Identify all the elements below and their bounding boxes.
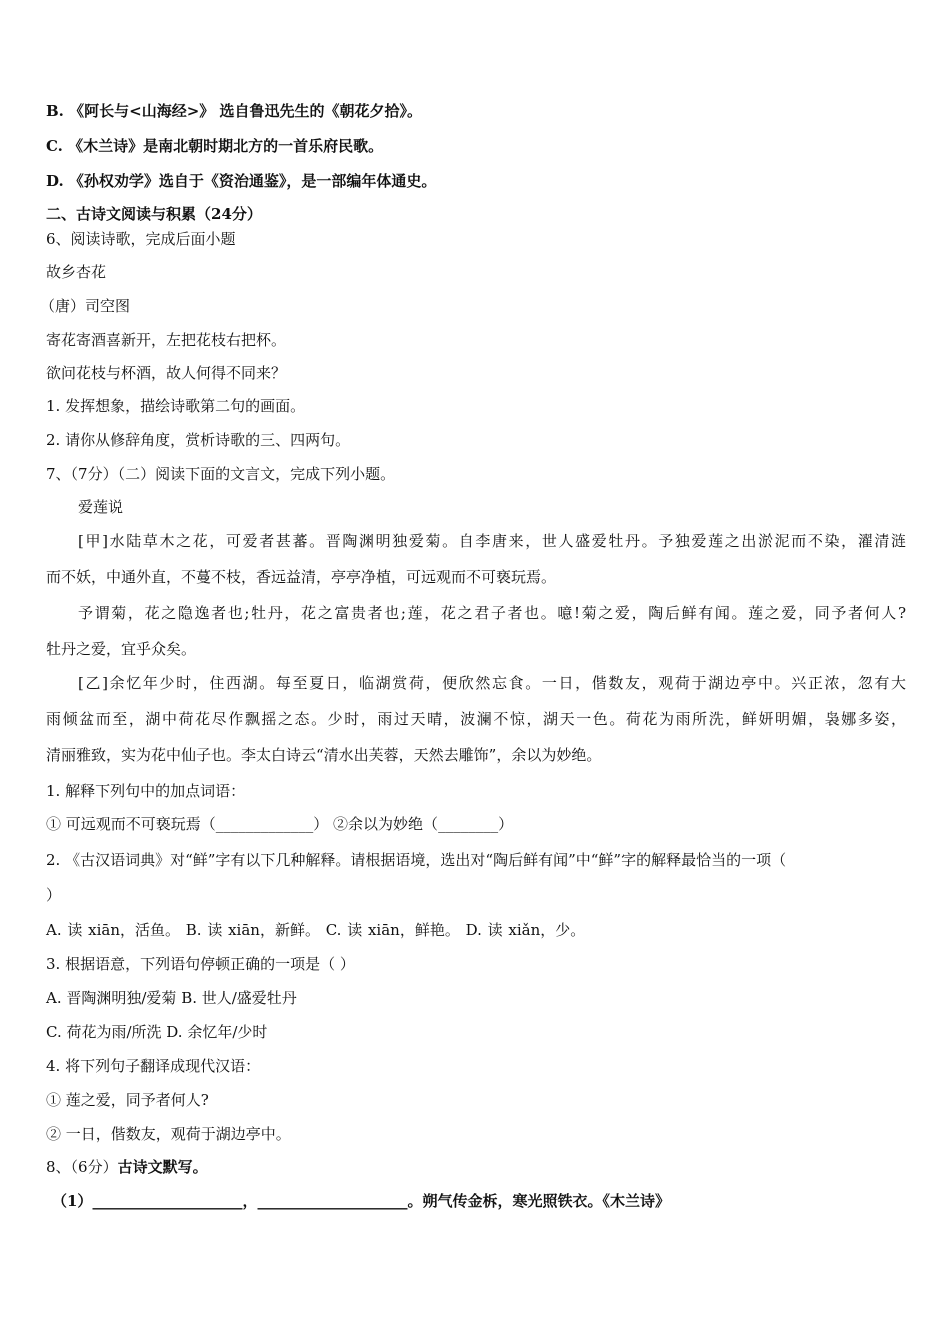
option-b: B. 《阿长与<山海经>》 选自鲁迅先生的《朝花夕拾》。: [46, 102, 422, 120]
passage-b-line-3: 清丽雅致，实为花中仙子也。李太白诗云“清水出芙蓉，天然去雕饰”，余以为妙绝。: [46, 746, 602, 764]
translate-sentence-2: ② 一日，偕数友，观荷于湖边亭中。: [46, 1125, 291, 1143]
comma: ，: [242, 1192, 258, 1210]
poem-title: 故乡杏花: [46, 263, 107, 281]
closing-paren: ）: [498, 815, 514, 833]
passage-a-line-1: [甲]水陆草木之花，可爱者甚蕃。晋陶渊明独爱菊。自李唐来，世人盛爱牡丹。予独爱莲之出淤泥而不染，濯清涟: [78, 532, 906, 550]
question-6-1: 1. 发挥想象，描绘诗歌第二句的画面。: [46, 397, 306, 415]
item-2-text: ） ②余以为妙绝（: [313, 815, 439, 833]
question-6-prompt: 6、阅读诗歌，完成后面小题: [46, 230, 236, 248]
question-8-title: 古诗文默写。: [117, 1158, 208, 1176]
question-7-3-options-cd: C. 荷花为雨/所洗 D. 余忆年/少时: [46, 1023, 268, 1041]
question-6-2: 2. 请你从修辞角度，赏析诗歌的三、四两句。: [46, 431, 351, 449]
item-number: （1）: [52, 1192, 93, 1210]
passage-b-line-2: 雨倾盆而至，湖中荷花尽作飘摇之态。少时，雨过天晴，波澜不惊，湖天一色。荷花为雨所洗，鲜妍明媚，袅娜多姿，: [46, 710, 906, 728]
answer-blank-3[interactable]: ____________________: [92, 1192, 243, 1210]
essay-title: 爱莲说: [78, 498, 124, 516]
poem-line-2: 欲问花枝与杯酒，故人何得不同来？: [46, 364, 287, 382]
question-7-2: 2. 《古汉语词典》对“鲜”字有以下几种解释。请根据语境，选出对“陶后鲜有闻”中“鲜”字的解释最恰当的一项（: [46, 851, 787, 869]
question-7-1-items: [46, 814, 513, 834]
question-8-prompt: [46, 1157, 208, 1177]
section-heading: 二、古诗文阅读与积累（24分）: [46, 205, 262, 223]
passage-b-line-1: [乙]余忆年少时，住西湖。每至夏日，临湖赏荷，便欣然忘食。一日，偕数友，观荷于湖边亭中。兴正浓，忽有大: [78, 674, 906, 692]
question-7-2-options: A. 读 xiān，活鱼。 B. 读 xiān，新鲜。 C. 读 xiān，鲜艳。 D. 读 xiǎn，少。: [46, 921, 586, 939]
question-7-3-options-ab: A. 晋陶渊明独/爱菊 B. 世人/盛爱牡丹: [46, 989, 297, 1007]
verse-text: 。朔气传金柝，寒光照铁衣。《木兰诗》: [407, 1192, 670, 1210]
question-8-score: 8、（6分）: [46, 1158, 118, 1176]
question-7-prompt: 7、（7分）（二）阅读下面的文言文，完成下列小题。: [46, 465, 396, 483]
question-7-4: 4. 将下列句子翻译成现代汉语：: [46, 1057, 261, 1075]
option-c: C. 《木兰诗》是南北朝时期北方的一首乐府民歌。: [46, 137, 384, 155]
passage-a-line-4: 牡丹之爱，宜乎众矣。: [46, 640, 197, 658]
poem-author: （唐）司空图: [40, 297, 131, 315]
option-d: D. 《孙权劝学》选自于《资治通鉴》，是一部编年体通史。: [46, 172, 437, 190]
answer-blank-1[interactable]: _____________: [215, 815, 314, 833]
item-1-text: ① 可远观而不可亵玩焉（: [46, 815, 216, 833]
poem-line-1: 寄花寄酒喜新开，左把花枝右把杯。: [46, 331, 287, 349]
passage-a-line-3: 予谓菊，花之隐逸者也;牡丹，花之富贵者也;莲，花之君子者也。噫!菊之爱，陶后鲜有闻。莲之爱，同予者何人?: [78, 604, 906, 622]
question-7-2-paren: ）: [46, 886, 62, 904]
question-8-1: [52, 1191, 670, 1211]
answer-blank-4[interactable]: ____________________: [257, 1192, 408, 1210]
passage-a-line-2: 而不妖，中通外直，不蔓不枝，香远益清，亭亭净植，可远观而不可亵玩焉。: [46, 568, 557, 586]
question-7-1: 1. 解释下列句中的加点词语：: [46, 782, 246, 800]
question-7-3: 3. 根据语意，下列语句停顿正确的一项是（ ）: [46, 955, 355, 973]
answer-blank-2[interactable]: ________: [438, 815, 499, 833]
translate-sentence-1: ① 莲之爱，同予者何人?: [46, 1091, 209, 1109]
